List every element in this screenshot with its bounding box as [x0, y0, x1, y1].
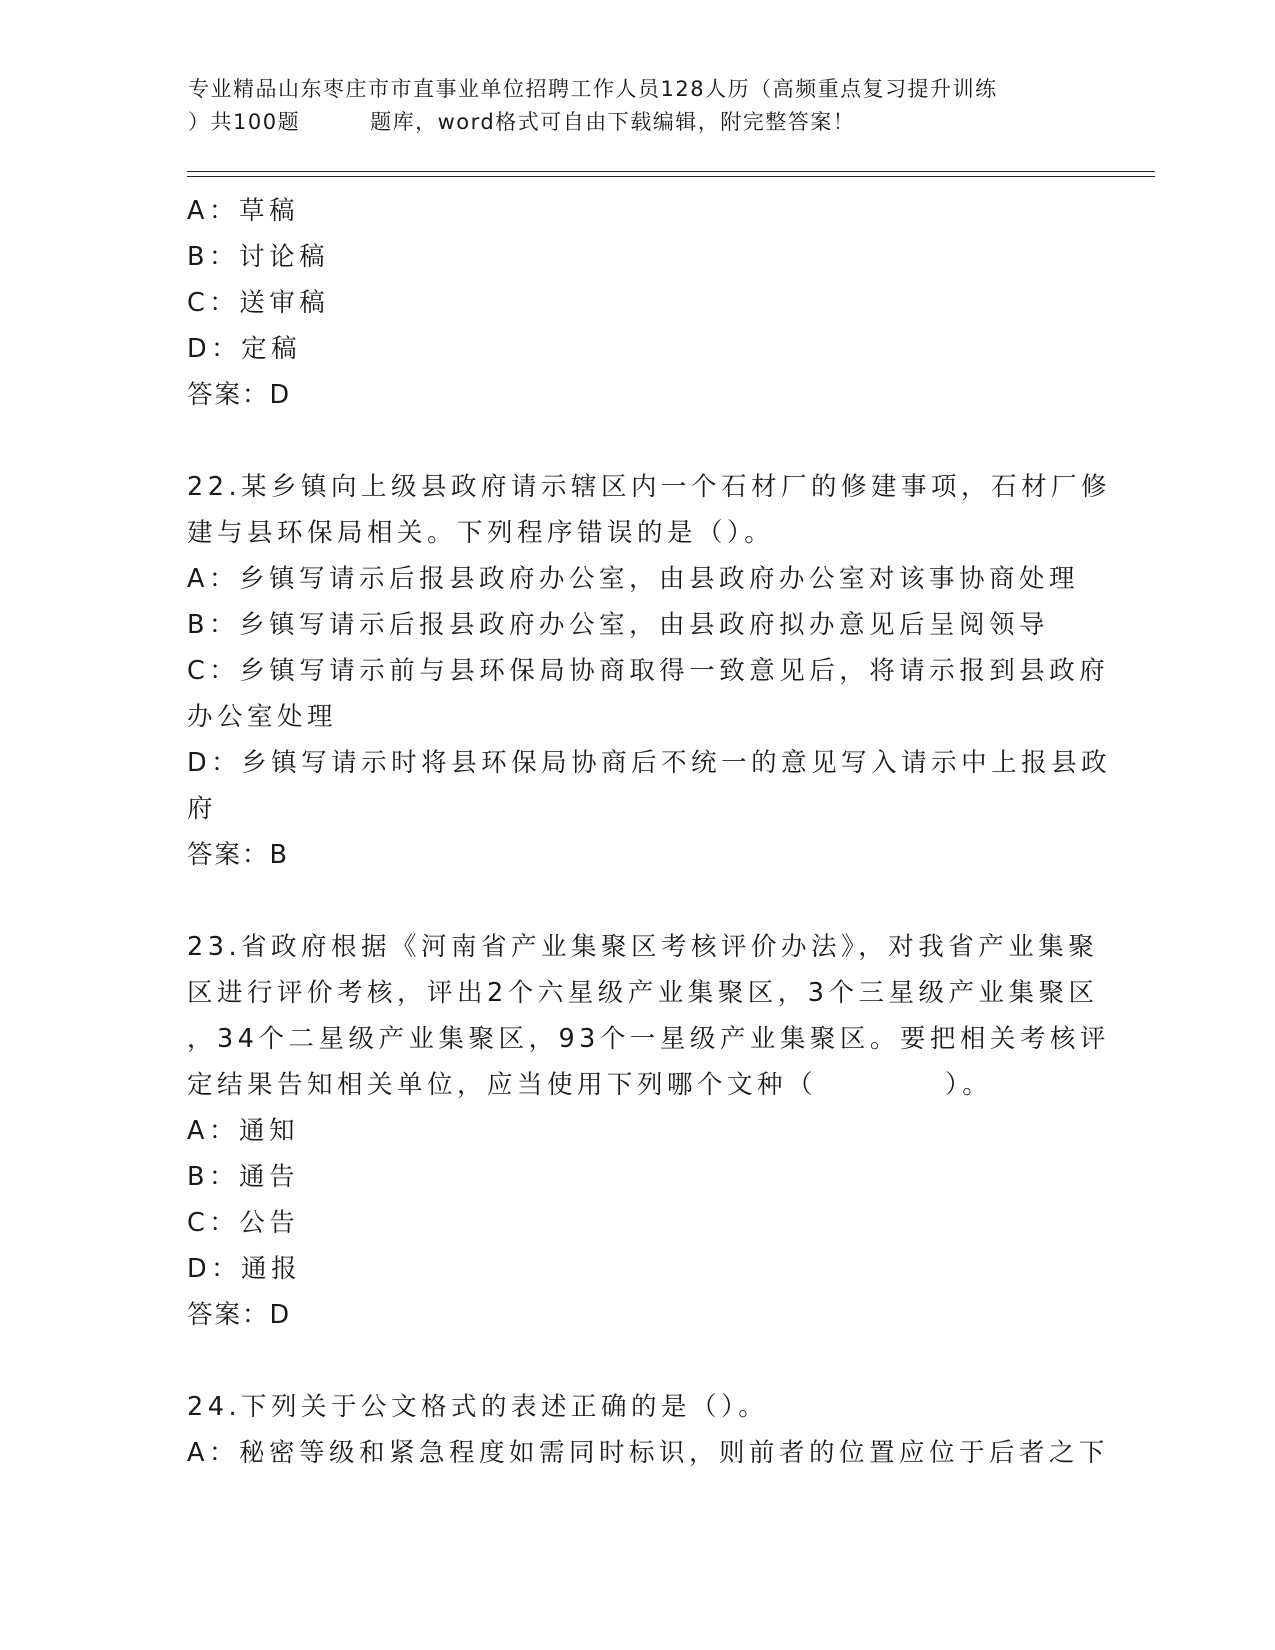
q23-option-a: A：通知 — [187, 1116, 299, 1146]
q22-stem-line-2: 建与县环保局相关。下列程序错误的是（）。 — [187, 518, 775, 548]
q23-stem-line-3: ，34个二星级产业集聚区，93个一星级产业集聚区。要把相关考核评 — [187, 1024, 1110, 1054]
q21-option-d: D：定稿 — [187, 334, 302, 364]
q23-stem-line-1: 23.省政府根据《河南省产业集聚区考核评价办法》，对我省产业集聚 — [187, 932, 1099, 962]
q21-option-c: C：送审稿 — [187, 288, 330, 318]
q22-answer: 答案：B — [187, 840, 289, 870]
document-body — [187, 188, 1112, 1476]
header-line-1: 专业精品山东枣庄市市直事业单位招聘工作人员128人历（高频重点复习提升训练 — [188, 77, 998, 101]
q22-option-c-cont: 办公室处理 — [187, 702, 338, 732]
q23-stem-line-2: 区进行评价考核，评出2个六星级产业集聚区，3个三星级产业集聚区 — [187, 978, 1099, 1008]
header-rule-bottom — [187, 176, 1155, 177]
q22-option-a: A：乡镇写请示后报县政府办公室，由县政府办公室对该事协商处理 — [187, 564, 1079, 594]
q24-stem: 24.下列关于公文格式的表述正确的是（）。 — [187, 1392, 769, 1422]
q23-stem-line-4-a: 定结果告知相关单位，应当使用下列哪个文种（ — [187, 1070, 818, 1100]
q23-option-d: D：通报 — [187, 1254, 302, 1284]
q23-stem-line-4-b: ）。 — [945, 1070, 993, 1100]
q23-answer: 答案：D — [187, 1300, 292, 1330]
q23-stem-line-4 — [187, 1062, 1087, 1108]
q22-option-d: D：乡镇写请示时将县环保局协商后不统一的意见写入请示中上报县政 — [187, 748, 1112, 778]
header-rule-top — [187, 171, 1155, 172]
header-line-2 — [188, 106, 1088, 139]
q22-option-c: C：乡镇写请示前与县环保局协商取得一致意见后，将请示报到县政府 — [187, 656, 1110, 686]
header-line-2-part-b: 题库，word格式可自由下载编辑，附完整答案！ — [370, 110, 856, 134]
q24-option-a: A：秘密等级和紧急程度如需同时标识，则前者的位置应位于后者之下 — [187, 1438, 1109, 1468]
q23-option-b: B：通告 — [187, 1162, 299, 1192]
header-line-2-part-a: ）共100题 — [188, 110, 301, 134]
q22-stem-line-1: 22.某乡镇向上级县政府请示辖区内一个石材厂的修建事项，石材厂修 — [187, 472, 1112, 502]
q21-option-b: B：讨论稿 — [187, 242, 329, 272]
q21-option-a: A：草稿 — [187, 196, 299, 226]
q22-option-d-cont: 府 — [187, 794, 218, 824]
q21-answer: 答案：D — [187, 380, 292, 410]
document-header — [188, 73, 1088, 139]
q23-option-c: C：公告 — [187, 1208, 300, 1238]
q22-option-b: B：乡镇写请示后报县政府办公室，由县政府拟办意见后呈阅领导 — [187, 610, 1049, 640]
